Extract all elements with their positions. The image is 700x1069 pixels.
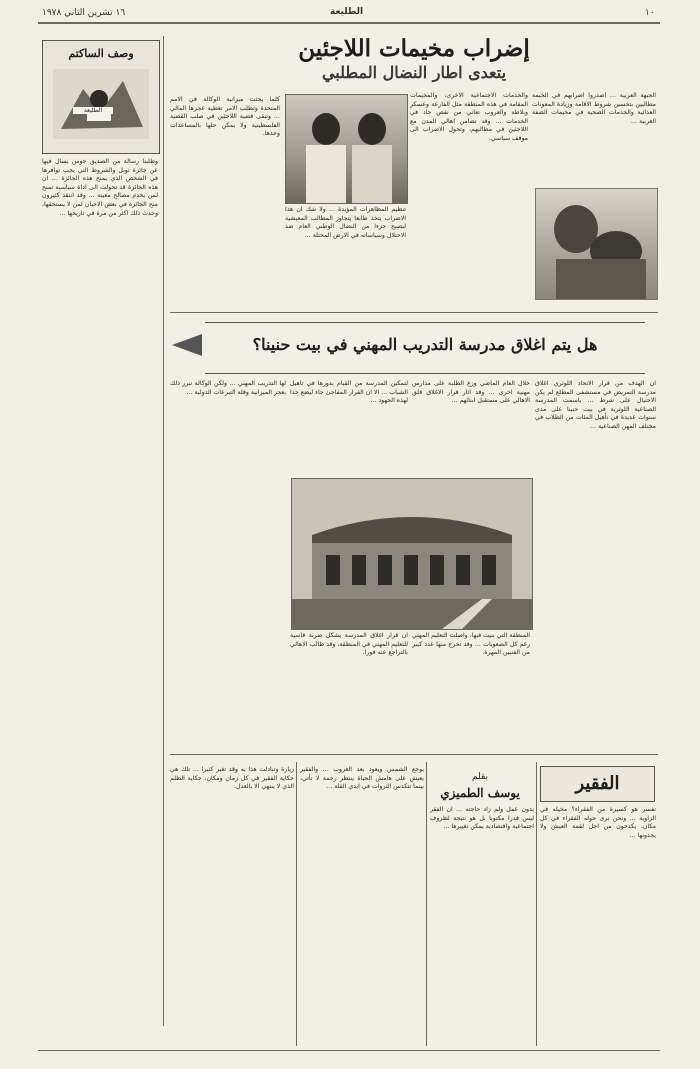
- lead-column-3: تنظيم المظاهرات المؤيدة … ولا شك ان هذا الاضراب يتخذ طابعا يتجاوز المطالب المعيشية ليصبح جزءا من النضال الوطني العام ضد الاحتلال وسياساته في الارض المحتلة …: [285, 206, 406, 239]
- cartoon-illustration: [53, 69, 149, 139]
- lead-column-4: كلما بحثت ميزانية الوكالة في الامم المتحدة وتطلب الامر تغطية عجزها المالي … وتبقى قضية اللاجئين في صلب القضية الفلسطينية ولا يمكن حلها بالمساعدات وحدها.: [170, 96, 280, 138]
- left-column-text: وطلبنا رسالة من الصديق جوس يسأل فيها عن جائزة نوبل والشروط التي يجب توافرها في الشخص الذي يمنح هذه الجائزة … ان هذه الجائزة قد تحولت الى اداة سياسية تمنح لمن يخدم مصالح معينة … وقد انتقد كثيرون منح الجائزة في بعض الاحيان لمن لا يستحقها، وحدث ذلك اكثر من مرة في تاريخها …: [42, 158, 158, 217]
- page-date: ١٦ تشرين الثاني ١٩٧٨: [42, 8, 126, 18]
- center-story-bottom-rule: [170, 754, 658, 755]
- header-rule: [38, 22, 660, 24]
- center-right-column: ان الهدف من قرار الاتحاد اللوثري اغلاق مدرسة التمريض في مستشفى المطلع لم يكن الاحتيال على شرط … باسمت المدرسة الصناعية اللوثرية في بيت حنينا على مدى سنوات عديدة في تأهيل المئات من الطلاب في مختلف المهن الصناعية …: [535, 380, 656, 430]
- left-column-divider: [163, 36, 164, 1026]
- page-label: الطليعة: [330, 7, 364, 17]
- column-text-3: بوجع الشمس ويعود بعد الغروب … والفقير يعيش على هامش الحياة ينتظر رحمة لا تأتي، بينما تتكدس الثروات في ايدي القلة …: [300, 766, 424, 791]
- center-column-2: لتمكين المدرسة من القيام بدورها في تأهيل الشباب … الا ان القرار المفاجئ جاء ليضع حدا لهذه الجهود …: [290, 380, 408, 405]
- author-name: يوسف الطميزي: [440, 786, 520, 800]
- column-text-4: زيارة وتبادلت هذا به وقد تغير كثيرا … تلك هي حكاية الفقير في كل زمان ومكان، حكاية الظلم الذي لا ينتهي الا بالعدل.: [170, 766, 294, 791]
- lead-column-1: الجبهة العربية … أصدروا اضرابهم في الخيمة مطالبين بتحسين شروط الاقامة وزيادة المعونات الغذائية والخدمات الصحية في مخيمات الضفة الغربية …: [532, 92, 656, 125]
- lead-column-2: والخدمات الاجتماعية الاخرى، والمخيمات المقامة في هذه المنطقة مثل الفارعة وعسكر وبلاطة والعروب تعاني من نقص حاد في الخدمات … وقد تضامن اهالي المدن مع اللاجئين في مطالبهم، وتحول الاضراب الى موقف سياسي.: [410, 92, 528, 142]
- column-title-box: [540, 766, 655, 802]
- lead-headline: إضراب مخيمات اللاجئين: [298, 35, 530, 62]
- page-bottom-rule: [38, 1050, 660, 1051]
- lead-story-bottom-rule: [170, 312, 658, 313]
- center-headline-banner: [205, 322, 645, 374]
- lead-subheadline: يتعدى اطار النضال المطلبي: [321, 63, 507, 82]
- side-box-caption: الطليعة: [73, 107, 113, 114]
- center-right-column-end: [535, 684, 656, 750]
- lead-photo-refugee-woman: [535, 188, 658, 300]
- author-prefix: بقلم: [471, 772, 489, 782]
- column-title: الفقير: [575, 773, 620, 794]
- column-text-2: بدون عمل ولم زاد حاجته … ان الفقر ليس قدرا مكتوبا بل هو نتيجة لظروف اجتماعية واقتصادية يمكن تغييرها …: [430, 806, 534, 831]
- bottom-divider-1: [296, 762, 297, 1046]
- column-text-1: نفسر هو كسيرة من الفقراء؟ مخيله في الزاوية … ونحن نرى حوله الفقراء في كل مكان، يكدحون من اجل لقمة العيش ولا يجدونها …: [540, 806, 656, 839]
- bottom-divider-3: [536, 762, 537, 1046]
- bottom-divider-2: [426, 762, 427, 1046]
- side-box-title: وصف الساكتم: [68, 47, 134, 60]
- side-box: [42, 40, 160, 154]
- center-headline: هل يتم اغلاق مدرسة التدريب المهني في بيت حنينا؟: [252, 335, 598, 354]
- decorative-arrow-icon: [170, 330, 204, 360]
- school-building-photo: [291, 478, 533, 630]
- center-bottom-column-2: ان قرار اغلاق المدرسة يشكل ضربة قاسية للتعليم المهني في المنطقة، وقد طالب الاهالي بالتراجع عنه فورا.: [290, 632, 408, 657]
- center-column-1: خلال العام الماضي وزع الطلبة على مدارس مهنية اخرى … وقد اثار قرار الاغلاق قلق الاهالي على مستقبل ابنائهم …: [412, 380, 530, 405]
- center-bottom-column-1: المنطقة التي بنيت فيها، واصلت التعليم المهني رغم كل الصعوبات … وقد تخرج منها عدد كبير من الفنيين المهرة.: [412, 632, 530, 657]
- page-number: ١٠: [645, 8, 655, 18]
- center-column-3: لها التدريب المهني … ولكن الوكالة تبرر ذلك بعجز الميزانية وقلة التبرعات الدولية …: [170, 380, 286, 396]
- lead-photo-elders: [285, 94, 408, 204]
